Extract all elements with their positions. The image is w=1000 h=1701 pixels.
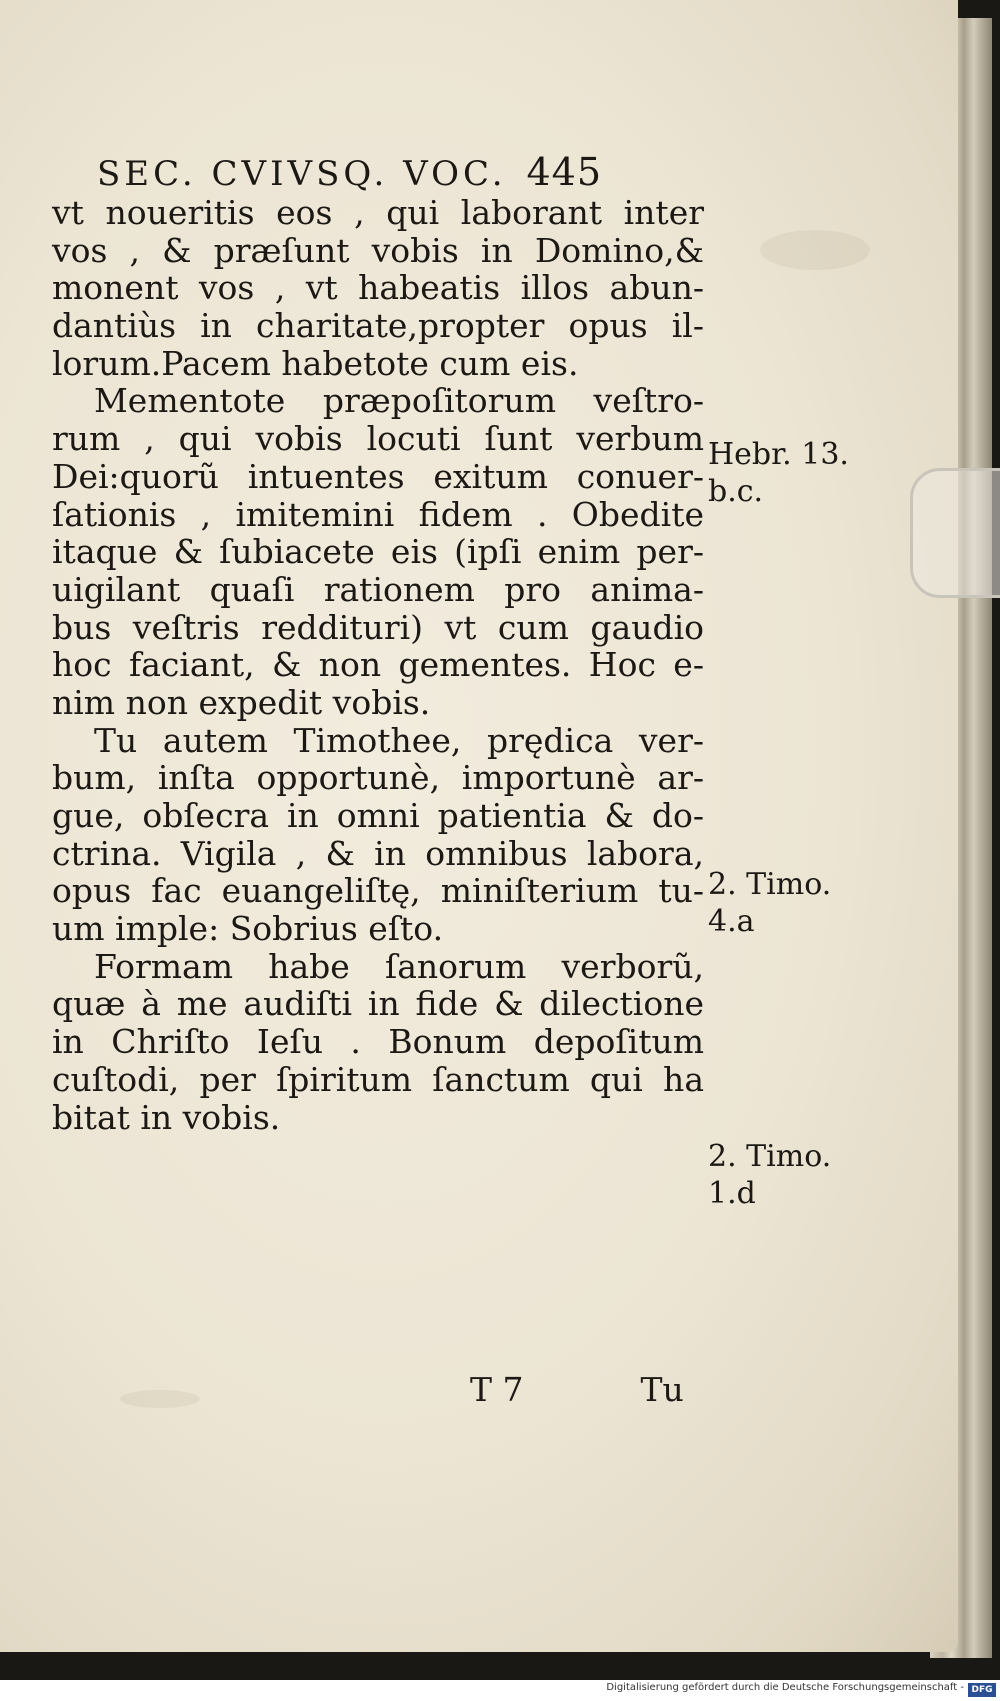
page-body	[52, 150, 704, 1136]
paragraph-2	[52, 382, 704, 721]
margin-note-line: 1.d	[708, 1176, 756, 1211]
text-line: bus veſtris reddituri) vt cum gaudio	[52, 607, 704, 647]
text-line: Dei:quorũ intuentes exitum conuer-	[52, 456, 704, 496]
text-line: bitat in vobis.	[52, 1097, 281, 1137]
paragraph-1	[52, 194, 704, 382]
text-line: rum , qui vobis locuti ſunt verbum	[52, 419, 704, 459]
text-line: Tu autem Timothee, prędica ver-	[94, 720, 704, 760]
text-line: quæ à me audiſti in fide & dilectione	[52, 984, 704, 1024]
running-head-text: SEC. CVIVSQ. VOC.	[97, 154, 507, 194]
paragraph-3	[52, 722, 704, 948]
text-line: cuſtodi, per ſpiritum ſanctum qui ha	[52, 1059, 704, 1099]
page-clip	[910, 468, 1000, 598]
margin-note-line: 4.a	[708, 904, 755, 939]
paragraph-4	[52, 948, 704, 1136]
margin-note-timo-1d	[708, 1138, 831, 1212]
signature-mark: T 7	[470, 1370, 524, 1409]
catchline	[470, 1370, 710, 1409]
text-line: uigilant quaſi rationem pro anima-	[52, 569, 704, 609]
text-line: ſationis , imitemini fidem . Obedite	[52, 494, 704, 534]
digitization-footer	[0, 1680, 1000, 1701]
margin-note-line: Hebr. 13.	[708, 437, 849, 472]
page-number: 445	[526, 150, 603, 194]
text-line: Mementote præpoſitorum veſtro-	[94, 381, 704, 421]
margin-note-hebr	[708, 436, 849, 510]
margin-note-line: b.c.	[708, 474, 764, 509]
show-through-stain	[760, 230, 870, 270]
text-line: monent vos , vt habeatis illos abun-	[52, 268, 704, 308]
text-line: um imple: Sobrius eſto.	[52, 909, 444, 949]
running-head	[52, 150, 704, 194]
text-line: bum, inſta opportunè, importunè ar-	[52, 758, 704, 798]
text-line: gue, obſecra in omni patientia & do-	[52, 796, 704, 835]
text-line: nim non expedit vobis.	[52, 682, 431, 722]
text-line: Formam habe ſanorum verborũ,	[94, 946, 704, 986]
text-line: hoc faciant, & non gementes. Hoc e-	[52, 645, 704, 685]
catchword: Tu	[640, 1370, 684, 1409]
ink-smudge	[120, 1390, 200, 1408]
text-line: vt noueritis eos , qui laborant inter	[52, 193, 704, 232]
text-line: vos , & præſunt vobis in Domino,&	[52, 230, 704, 270]
text-line: ctrina. Vigila , & in omnibus labora,	[52, 833, 704, 873]
margin-note-line: 2. Timo.	[708, 867, 832, 902]
text-line: itaque & ſubiacete eis (ipſi enim per-	[52, 532, 704, 572]
text-line: opus fac euangeliſtę, miniſterium tu-	[52, 871, 704, 911]
text-line: dantiùs in charitate,propter opus il-	[52, 306, 704, 346]
margin-note-line: 2. Timo.	[708, 1139, 832, 1174]
margin-note-timo-4a	[708, 866, 831, 940]
text-line: lorum.Pacem habetote cum eis.	[52, 343, 579, 383]
text-line: in Chriſto Ieſu . Bonum depoſitum	[52, 1022, 704, 1062]
footer-credit: Digitalisierung gefördert durch die Deutsche Forschungsgemeinschaft -	[606, 1682, 964, 1693]
dfg-logo: DFG	[968, 1683, 996, 1697]
